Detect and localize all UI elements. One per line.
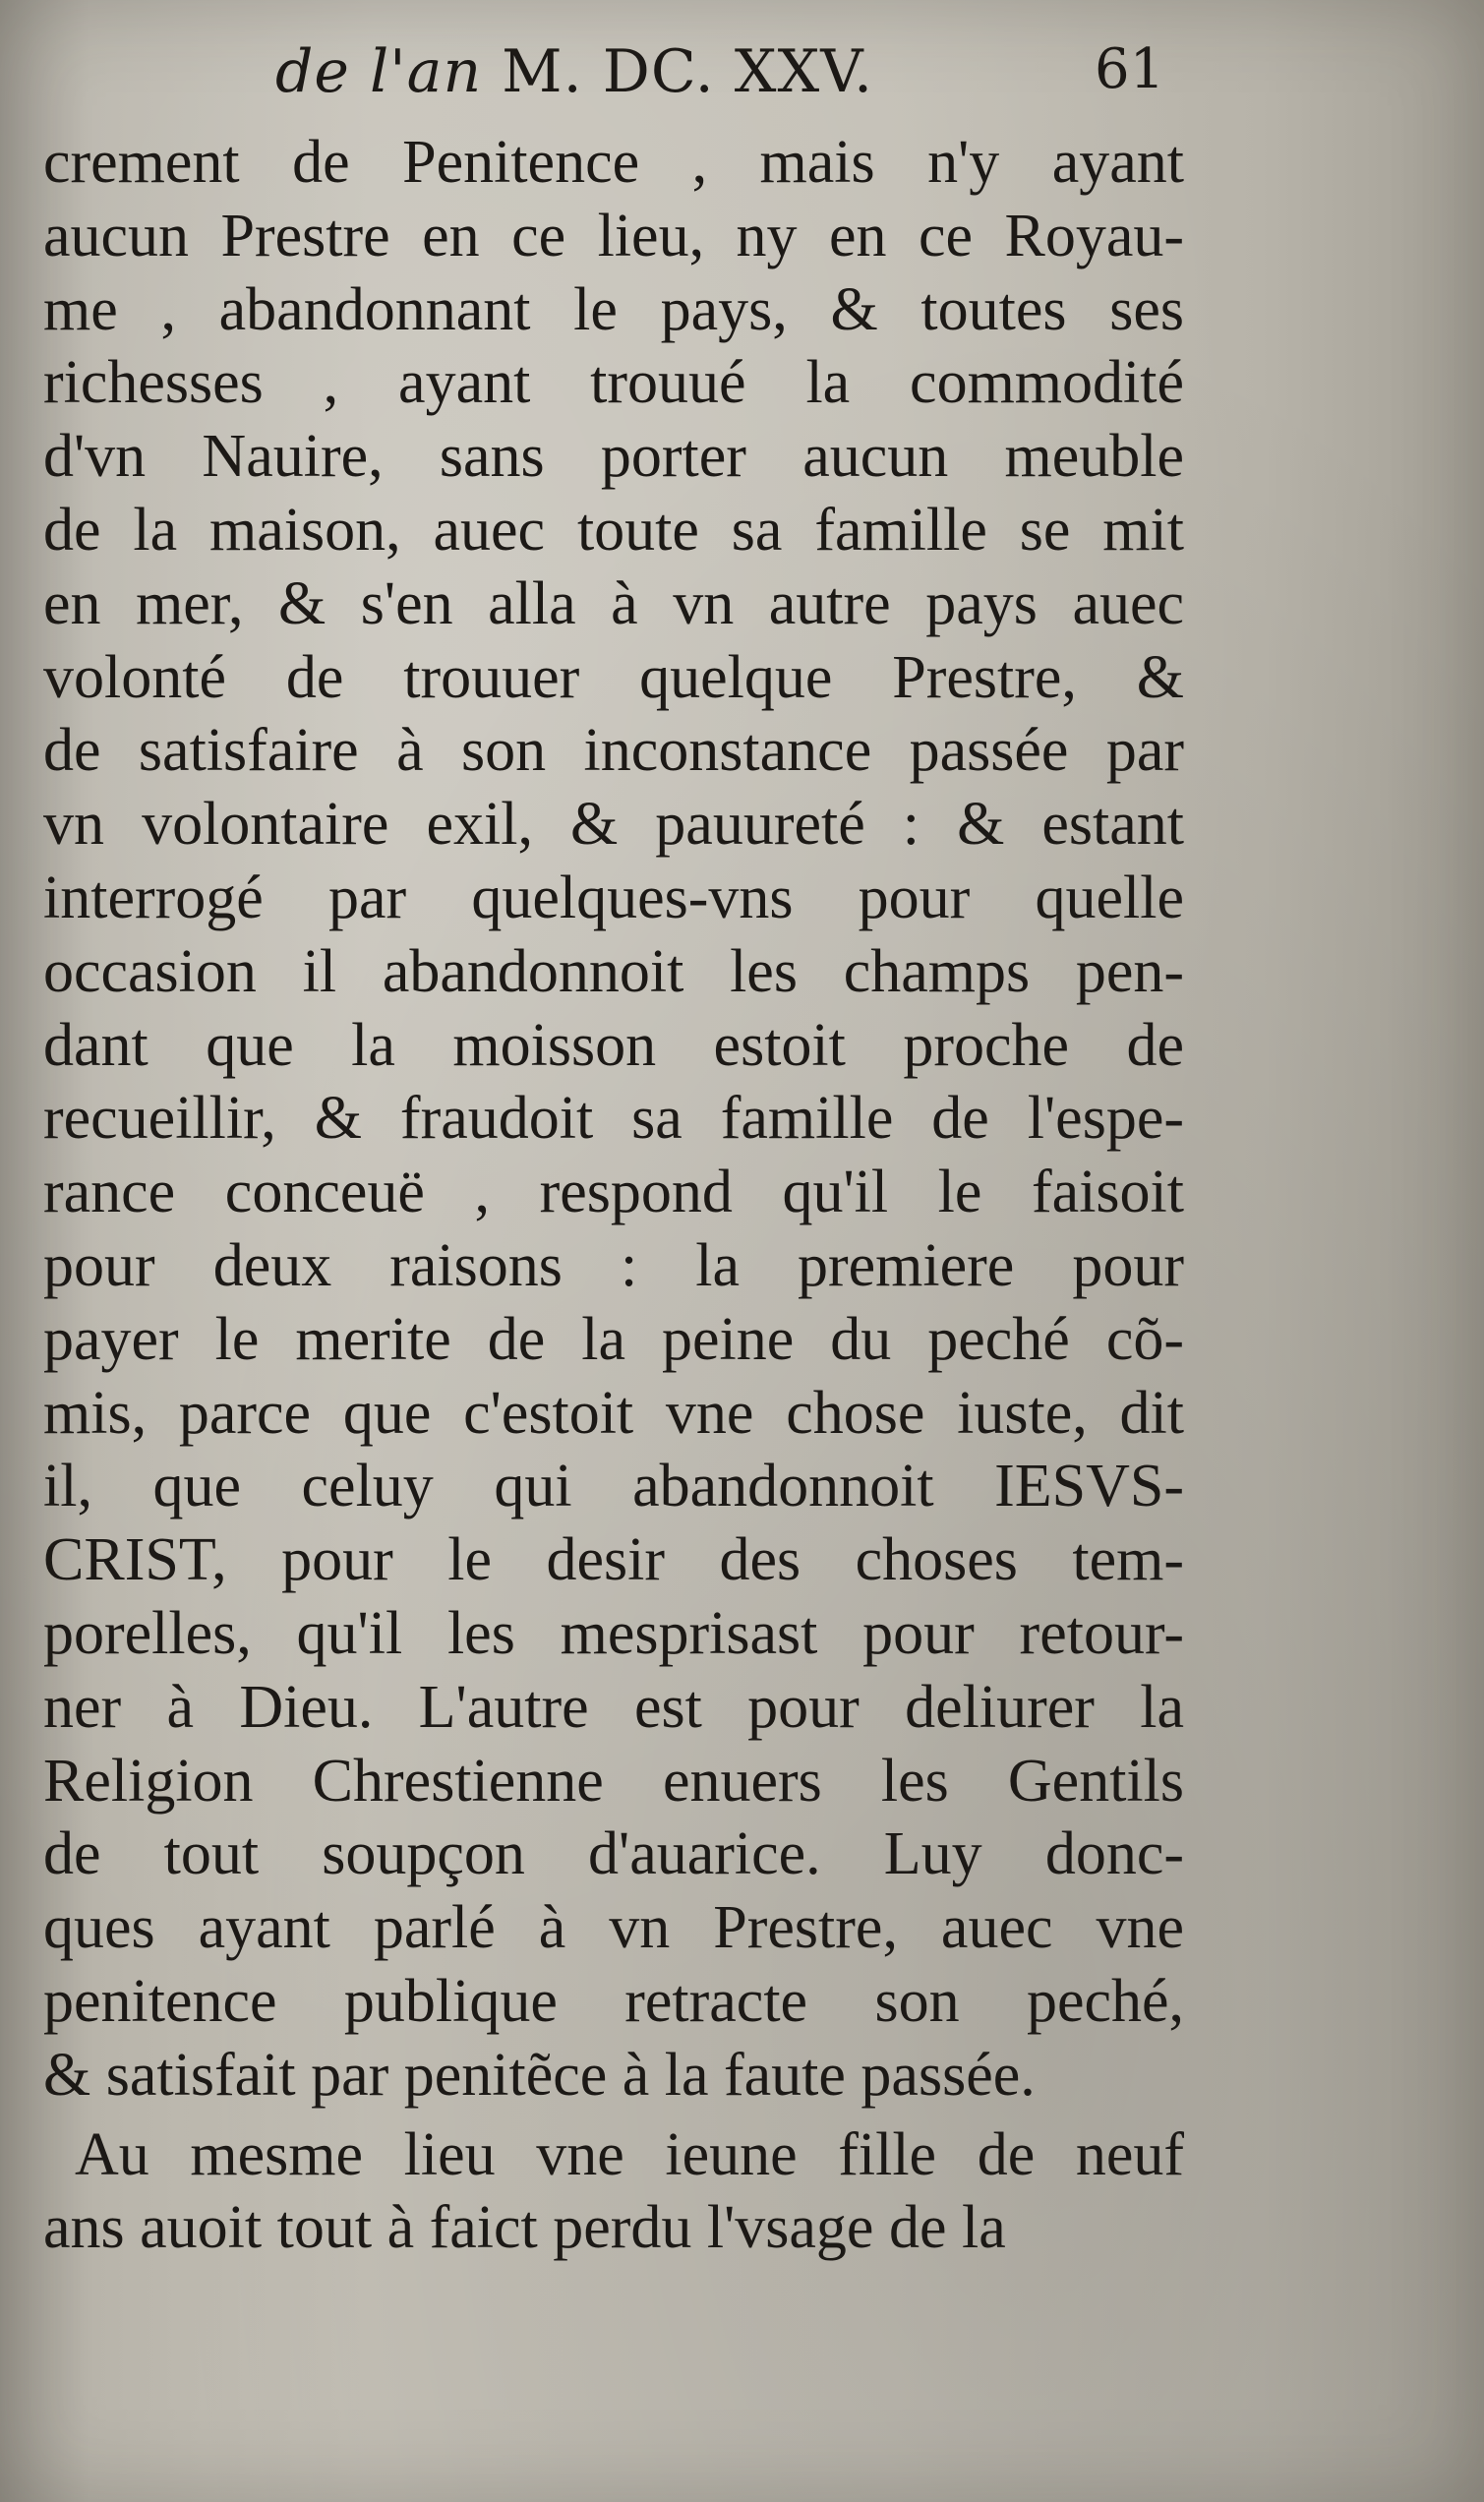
text-line: Religion Chrestienne enuers les Gentils <box>43 1747 1184 1815</box>
running-head-italic: de l'an <box>275 37 503 106</box>
text-line: payer le merite de la peine du peché cõ- <box>43 1305 1184 1373</box>
text-line: aucun Prestre en ce lieu, ny en ce Royau- <box>43 202 1184 269</box>
text-line: & satisfait par penitẽce à la faute passée. <box>43 2041 1036 2109</box>
text-line: me , abandonnant le pays, & toutes ses <box>43 275 1184 343</box>
running-head <box>275 37 873 106</box>
text-line: richesses , ayant trouué la commodité <box>43 349 1184 417</box>
text-line: il, que celuy qui abandonnoit IESVS- <box>43 1453 1184 1520</box>
text-line: d'vn Nauire, sans porter aucun meuble <box>43 423 1184 491</box>
text-line: CRIST, pour le desir des choses tem- <box>43 1526 1184 1594</box>
text-line: de la maison, auec toute sa famille se mit <box>43 496 1184 564</box>
text-line: en mer, & s'en alla à vn autre pays auec <box>43 569 1184 637</box>
text-line: interrogé par quelques-vns pour quelle <box>43 864 1184 931</box>
text-line: de tout soupçon d'auarice. Luy donc- <box>43 1820 1184 1888</box>
text-line: mis, parce que c'estoit vne chose iuste, dit <box>43 1379 1184 1447</box>
text-line: pour deux raisons : la premiere pour <box>43 1231 1184 1299</box>
text-line: recueillir, & fraudoit sa famille de l'espe- <box>43 1085 1184 1153</box>
text-line: Au mesme lieu vne ieune fille de neuf <box>75 2120 1184 2188</box>
text-line: volonté de trouuer quelque Prestre, & <box>43 643 1184 711</box>
text-line: de satisfaire à son inconstance passée par <box>43 717 1184 785</box>
text-line: ner à Dieu. L'autre est pour deliurer la <box>43 1673 1184 1741</box>
page-header <box>0 37 1484 116</box>
text-line: crement de Penitence , mais n'y ayant <box>43 129 1184 196</box>
text-line: occasion il abandonnoit les champs pen- <box>43 937 1184 1005</box>
text-line: ques ayant parlé à vn Prestre, auec vne <box>43 1894 1184 1962</box>
page-number: 61 <box>1095 37 1165 101</box>
text-line: dant que la moisson estoit proche de <box>43 1011 1184 1079</box>
text-line: penitence publique retracte son peché, <box>43 1967 1184 2035</box>
running-head-year: M. DC. XXV. <box>502 37 874 106</box>
text-line: rance conceuë , respond qu'il le faisoit <box>43 1159 1184 1226</box>
text-line: ans auoit tout à faict perdu l'vsage de la <box>43 2194 1006 2262</box>
body-text <box>43 126 1184 2265</box>
text-line: porelles, qu'il les mesprisast pour retour- <box>43 1599 1184 1667</box>
text-line: vn volontaire exil, & pauureté : & estant <box>43 791 1184 859</box>
